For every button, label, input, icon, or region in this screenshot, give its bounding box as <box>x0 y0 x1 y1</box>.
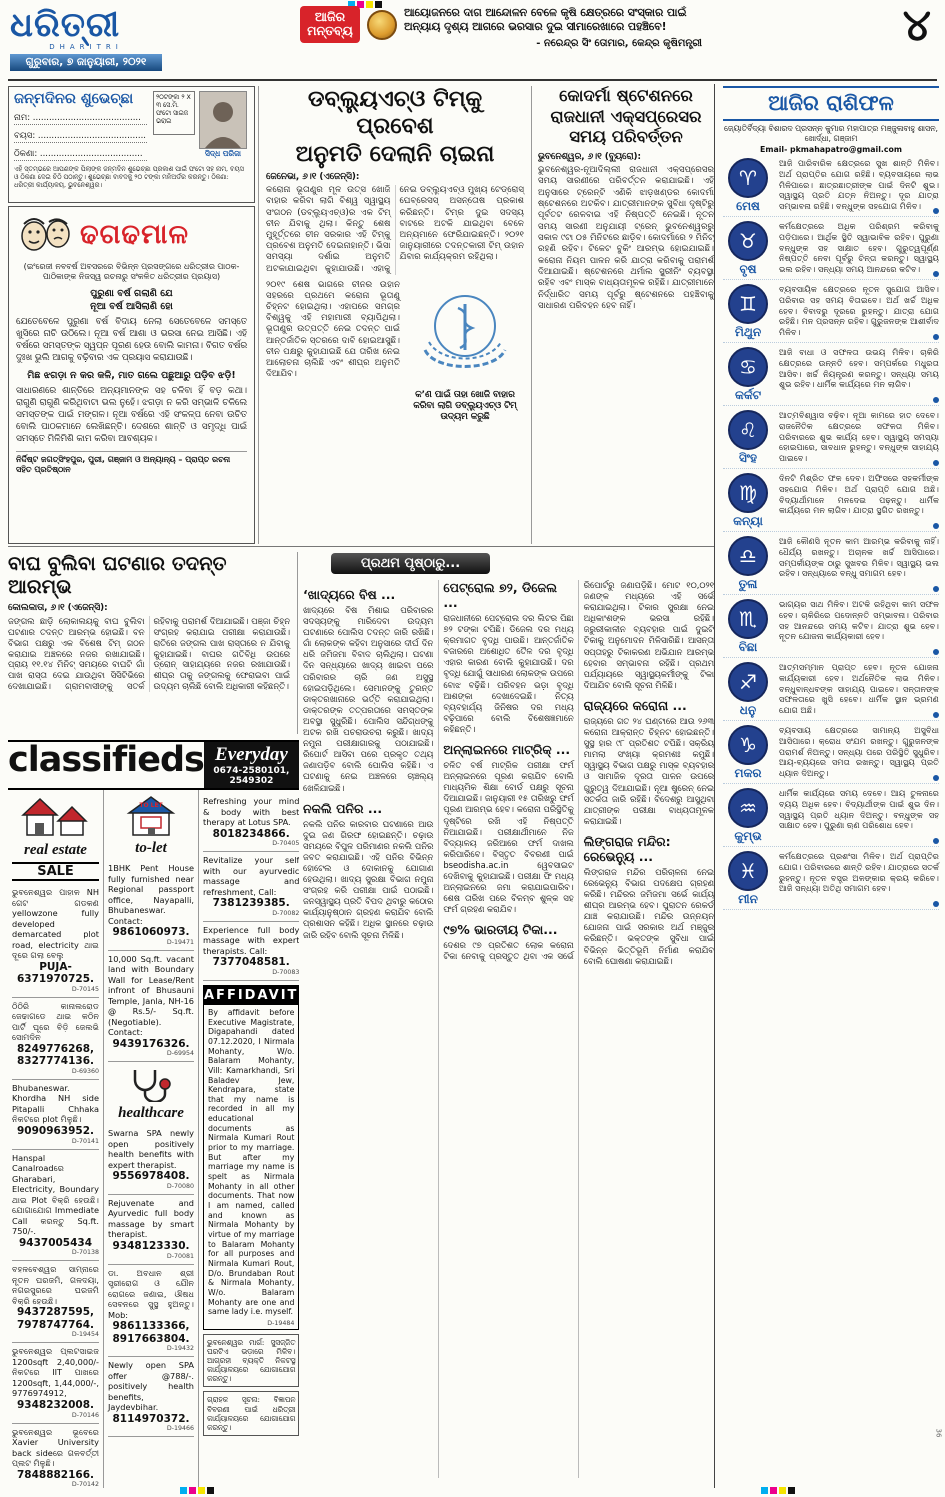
affidavit-notice <box>203 985 299 1330</box>
zodiac-text: ଆତ୍ମବିଶ୍ୱାସ ବଢ଼ିବ। ନୂଆ କାମରେ ହାତ ଦେବେ। ରାଜନୈତିକ କ୍ଷେତ୍ରରେ ସଫଳତା ମିଳିବ। ପରିବାରରେ ଶୁଭ କାର୍ଯ୍ୟ ହେବ। ସ୍ୱାସ୍ଥ୍ୟ ସମସ୍ୟା ହୋଇପାରେ, ସାବଧାନ ରୁହନ୍ତୁ। ବନ୍ଧୁଙ୍କ ସାହାଯ୍ୟ ପାଇବେ। <box>779 410 939 463</box>
classified-ad <box>108 860 194 951</box>
dhagadhamala-intro: (ଇଂରେଜୀ ନବବର୍ଷ ଅବସରରେ ବିଭିନ୍ନ ପ୍ରସଙ୍ଗରେ ଧରିତ୍ରୀର ପାଠକ-ପାଠିକାଙ୍କ ନିଜସ୍ୱ ରଚନାରୁ ସଂକଳିତ ଧରିତ୍ରୀର ପ୍ରୟାସ) <box>23 262 240 282</box>
pisces-icon: ♓ <box>728 851 768 891</box>
continued-body-6: ଲିଙ୍ଗରାଜ ମନ୍ଦିର ପରିଚାଳନା ନେଇ ରେଭେନ୍ୟୁ ବିଭାଗ ପଦକ୍ଷେପ ଗ୍ରହଣ କରିଛି। ମନ୍ଦିରର ଜମିଜମା ସର୍ଭେ କାର୍ଯ୍ୟ ଶୀଘ୍ର ଆରମ୍ଭ ହେବ। ପୁରାତନ ରେକର୍ଡ ଯାଞ୍ଚ କରାଯାଉଛି। ମନ୍ଦିର ଉନ୍ନୟନ ଯୋଜନା ପାଇଁ ସରକାର ଅର୍ଥ ମଞ୍ଜୁର କରିଛନ୍ତି। ଭକ୍ତଙ୍କ ସୁବିଧା ପାଇଁ ବିଭିନ୍ନ ଭିତ୍ତିଭୂମି ନିର୍ମାଣ କରାଯିବ ବୋଲି ଘୋଷଣା କରାଯାଇଛି। <box>583 866 714 966</box>
continued-head-3: ଅନ୍‌ଲାଇନରେ ମାଟ୍ରିକ୍ ... <box>443 742 571 758</box>
ad-phone: 9348123330. <box>112 1239 190 1252</box>
zodiac-text: କର୍ମକ୍ଷେତ୍ରରେ ପ୍ରଶଂସା ମିଳିବ। ଅର୍ଥ ପ୍ରାପ୍ତିର ଯୋଗ। ପରିବାରରେ ଶାନ୍ତି ରହିବ। ଯାତ୍ରାରେ ସତର୍କ ରୁହନ୍ତୁ। ନୂତନ ବସ୍ତ୍ର ଅଳଙ୍କାର କ୍ରୟ କରିବେ। ଆଜି ସନ୍ଧ୍ୟା ଅତିଥି ସମାଗମ ହେବ। <box>779 851 939 894</box>
small-notice-1: ଭୁବନେଶ୍ୱର ମାର୍ଗ: ସୁସଜ୍ଜିତ ଘରଟିଏ ଭଡ଼ାରେ ମିଳିବ। ଆଗ୍ରହୀ ବ୍ୟକ୍ତି ନିକଟସ୍ଥ କାର୍ଯ୍ୟାଳୟରେ ଯୋଗାଯୋଗ କରନ୍ତୁ। <box>203 1334 299 1388</box>
classified-ad <box>203 922 299 981</box>
gemini-icon: ♊ <box>728 284 768 324</box>
who-body-2: ୨୦୧୯ ଶେଷ ଭାଗରେ ଚୀନର ଉହାନ ସହରରେ ପ୍ରଥମେ କରୋନା ଭୂତାଣୁ ଚିହ୍ନଟ ହୋଇଥିଲା। ଏହାପରେ ସମଗ୍ର ବିଶ୍ୱକୁ ଏହି ମହାମାରୀ ବ୍ୟାପିଥିଲା। ଭୂତାଣୁର ଉତ୍ପତ୍ତି ନେଇ ତଦନ୍ତ ପାଇଁ ଆନ୍ତର୍ଜାତିକ ସ୍ତରରେ ଦାବି ହୋଇଆସୁଛି। ଚୀନ ପକ୍ଷରୁ କୁହାଯାଇଛି ଯେ ତାରିଖ ନେଇ ଆଲୋଚନା ଚାଲିଛି ଏବଂ ଶୀଘ୍ର ଅନୁମତି ଦିଆଯିବ। <box>266 279 400 380</box>
birthday-wishes-box <box>8 86 255 203</box>
ad-id: D-70082 <box>272 909 299 917</box>
dhagadhamala-footer: ନିର୍ଦ୍ଦିଷ୍ଟ ଜଗତ୍‌ସିଂହପୁର, ପୁରୀ, ଗଞ୍ଜାମ ଓ ଅନ୍ୟାନ୍ୟ – ପ୍ରାପ୍ତ ରଚନା ସହିତ ପ୍ରତିଷ୍ଠାନ <box>16 451 247 475</box>
continued-head-2: ପେଟ୍ରୋଲ ୭୨, ଡିଜେଲ ... <box>443 580 558 610</box>
ad-text: Refreshing your mind & body with best therapy at Lotus SPA. <box>203 796 299 827</box>
who-headline-line1: ଡବ୍ଲ୍ୟୁଏଚ୍‌ଓ ଟିମ୍‌କୁ ପ୍ରବେଶ <box>307 86 483 140</box>
zodiac-name: ବୃଷ <box>739 262 757 277</box>
ad-text: ଡା. ଅବଧାନ ଶ୍ରୀ ସ୍ତ୍ରୀରୋଗ ଓ ଯୌନ ରୋଗରେ ଜଣାଇ, ଔଷଧ ସେବନରେ ସୁସ୍ଥ ହୁଅନ୍ତୁ। Mob: <box>108 1267 194 1320</box>
ad-id: D-70405 <box>272 840 299 848</box>
ad-phone: 9861060973. <box>112 926 190 938</box>
continued-body-1: ନକଲି ପନିର କାରବାର ଘଟଣାରେ ଆଉ ଦୁଇ ଜଣ ଗିରଫ ହୋଇଛନ୍ତି। ଚଢ଼ାଉ ସମୟରେ ବିପୁଳ ପରିମାଣର ନକଲି ପନିର ଜବତ କରାଯାଇଛି। ଏହି ପନିର ବିଭିନ୍ନ ହୋଟେଲ ଓ ଦୋକାନକୁ ଯୋଗାଣ ହେଉଥିଲା। ଖାଦ୍ୟ ସୁରକ୍ଷା ବିଭାଗ ନମୁନା ସଂଗ୍ରହ କରି ପରୀକ୍ଷା ପାଇଁ ପଠାଇଛି। ଜନସ୍ୱାସ୍ଥ୍ୟ ପ୍ରତି ବିପଦ ଥିବାରୁ କଠୋର କାର୍ଯ୍ୟାନୁଷ୍ଠାନ ଗ୍ରହଣ କରାଯିବ ବୋଲି ପ୍ରଶାସନ କହିଛି। ଅଧିକ ସ୍ଥାନରେ ଚଢ଼ାଉ ଜାରି ରହିବ ବୋଲି ସୂଚନା ମିଳିଛି। <box>303 818 434 940</box>
classified-ad <box>108 1195 194 1265</box>
birthday-instructions: ଏହି ସ୍ତମ୍ଭରେ ଆପଣଙ୍କ ପିଲାଙ୍କ ଜନ୍ମଦିନ ଶୁଭେଚ୍ଛା ପ୍ରକାଶ ପାଇଁ ଫଟୋ ସହ ନାମ, ବୟସ ଓ ଠିକଣା ଦେଇ ଚିଠି ପଠାନ୍ତୁ। ଶୁଭେଚ୍ଛା ବାବଦକୁ ୨୦ ଟଙ୍କା ମନିଅର୍ଡର କରନ୍ତୁ। ଠିକଣା: ଧରିତ୍ରୀ କାର୍ଯ୍ୟାଳୟ, ଭୁବନେଶ୍ୱର। <box>14 165 244 189</box>
ad-id: D-19471 <box>166 938 194 946</box>
zodiac-name: ଧନୁ <box>739 703 757 718</box>
zodiac-item-mesha <box>723 158 939 217</box>
classifieds-contact-block <box>204 742 299 788</box>
zodiac-name: ସିଂହ <box>739 451 757 466</box>
classifieds-section <box>8 740 299 1488</box>
ad-phone: 9090963952. <box>16 1124 95 1137</box>
ad-id: D-70083 <box>272 968 299 976</box>
zodiac-name: ମକର <box>734 766 762 781</box>
ad-text: Revitalize your self with our ayurvedic massage and refreshment, Call: <box>203 855 299 897</box>
birthday-field-address: ଠିକଣା: ...................................... <box>14 149 147 161</box>
ad-id: D-70146 <box>71 1411 99 1419</box>
verse-line-2: ନୂଆ ବର୍ଷ ଆସିଲାଣି ହୋ <box>90 301 173 313</box>
zodiac-item-singha <box>723 410 939 469</box>
birthday-field-name: ନାମ: ........................................ <box>14 113 147 125</box>
ad-text: ବହଳବେଶ୍ୱର ସାମ୍ନାରେ ନୂତନ ଘରଜମି, ଗଳଦୟା, ନଗରସୁରରେ ଘରଜମି ବିକ୍ରି ହେଉଛି। <box>12 1264 99 1306</box>
aquarius-icon: ♒ <box>728 788 768 828</box>
ad-id: D-70142 <box>71 1481 99 1488</box>
registration-marks-bottom-right <box>761 1487 795 1494</box>
verse-line-3: ମିଛ ଝଗଡ଼ା ନ କର କଳି, ମାତ ଗଲେ ପଛୁଆରୁ ପଡ଼ିବ ଝଡ଼ି! <box>27 369 236 381</box>
ad-phone: 7381239385. <box>212 897 290 910</box>
comment-quote: ଆୟୋଜନରେ ଦାଗ ଆନ୍ଦୋଳନ ବେଳେ କୃଷି କ୍ଷେତ୍ରରେ ସଂସ୍କାର ପାଇଁ ଅନ୍ୟାୟ ଦୃଶ୍ୟ ଆଗରେ ଭରସାର ଦୁଇ ସୀମାରେଖାରେ ପହଞ୍ଚିବେ! <box>404 6 687 34</box>
ad-text: 10,000 Sq.ft. vacant land with Boundary Wall for Lease/Rent infront of Bhusauni Temple, Janla, NH-16 @ Rs.5/- Sq.ft. (Negotiable). Contact: <box>108 953 194 1038</box>
kodarma-headline: କୋଦର୍ମା ଷ୍ଟେଶନରେ ରାଜଧାନୀ ଏକ୍ସପ୍ରେସର ସମୟ ପରିବର୍ତ୍ତନ <box>550 86 702 147</box>
who-caption: କ’ଣ ପାଇଁ ତାହା ଖୋଜି ବାହାର କରିବା ଲାଗି ଡବ୍ଲ୍ୟୁଏଚ୍‌ଓ ଟିମ୍ ଉଦ୍ୟମ କରୁଛି <box>413 389 517 422</box>
continued-body-3: ଚଳିତ ବର୍ଷ ମାଟ୍ରିକ ପରୀକ୍ଷା ଫର୍ମ ଅନ୍‌ଲାଇନରେ ପୂରଣ କରାଯିବ ବୋଲି ମାଧ୍ୟମିକ ଶିକ୍ଷା ବୋର୍ଡ ପକ୍ଷରୁ ସୂଚନା ଦିଆଯାଇଛି। ଜାନୁୟାରୀ ୧୫ ତାରିଖରୁ ଫର୍ମ ପୂରଣ ଆରମ୍ଭ ହେବ। କରୋନା ପରିସ୍ଥିତିକୁ ଦୃଷ୍ଟିରେ ରଖି ଏହି ନିଷ୍ପତ୍ତି ନିଆଯାଇଛି। ପରୀକ୍ଷାର୍ଥୀମାନେ ନିଜ ବିଦ୍ୟାଳୟ ଜରିଆରେ ଫର୍ମ ଦାଖଲ କରିପାରିବେ। ବିସ୍ତୃତ ବିବରଣୀ ପାଇଁ bseodisha.ac.in ୱେବସାଇଟ ଦେଖିବାକୁ କୁହାଯାଇଛି। ପରୀକ୍ଷା ଫି ମଧ୍ୟ ଅନ୍‌ଲାଇନରେ ଜମା କରାଯାଇପାରିବ। ଶେଷ ତାରିଖ ପରେ ବିଳମ୍ବ ଶୁଳ୍କ ସହ ଫର୍ମ ଗ୍ରହଣ କରାଯିବ। <box>443 760 574 915</box>
zodiac-name: କର୍କଟ <box>734 388 762 403</box>
tiger-headline: ବାଘ ବୁଲିବା ଘଟଣାର ତଦନ୍ତ ଆରମ୍ଭ <box>8 552 227 599</box>
real-estate-houses-icon <box>19 793 93 839</box>
zodiac-text: ବ୍ୟବସାୟ କ୍ଷେତ୍ରରେ ସାମାନ୍ୟ ଅସୁବିଧା ଆସିପାରେ। କ୍ରୋଧ ସଂଯମ ରଖନ୍ତୁ। ଗୁରୁଜନଙ୍କ ପରାମର୍ଶ ନିଅନ୍ତୁ। ସନ୍ଧ୍ୟା ପରେ ପରିସ୍ଥିତି ସୁଧୁରିବ। ଆୟ-ବ୍ୟୟରେ ସମତା ରଖନ୍ତୁ। ସ୍ୱାସ୍ଥ୍ୟ ପ୍ରତି ଧ୍ୟାନ ଦିଅନ୍ତୁ। <box>779 725 939 778</box>
ad-id: D-19432 <box>166 1345 194 1353</box>
birthday-field-age: ବୟସ: ........................................ <box>14 131 146 141</box>
ad-text: Hanspal Canalroadରେ Gharabari, Electricity, Boundary ଥାଇ Plot ବିକ୍ରି ହେଉଛି। ଯୋଗାଯୋଗ Immediate Call କରନ୍ତୁ Sq.ft. 750/-. <box>12 1152 99 1237</box>
dhagadhamala-box <box>8 206 255 544</box>
ad-id: D-70138 <box>71 1249 99 1257</box>
who-body-1: କରୋନା ଭୂତାଣୁର ମୂଳ ଉତ୍ସ ଖୋଜି ବାହାର କରିବା ଲାଗି ବିଶ୍ୱ ସ୍ୱାସ୍ଥ୍ୟ ସଂଗଠନ (ଡବ୍ଲ୍ୟୁଏଚ୍‌ଓ)ର ଏକ ଟିମ୍ ଚୀନ ଯିବାକୁ ଥିଲା। କିନ୍ତୁ ଶେଷ ମୁହୂର୍ତ୍ତରେ ଚୀନ ସରକାର ଏହି ଟିମ୍‌କୁ ପ୍ରବେଶ ଅନୁମତି ଦେଇନାହାନ୍ତି। ଭିସା ସମସ୍ୟା ଦର୍ଶାଇ ଅନୁମତି ଅଟକାଯାଇଥିବା କୁହାଯାଉଛି। ଏହାକୁ ନେଇ ଡବ୍ଲ୍ୟୁଏଚ୍‌ଓ ମୁଖ୍ୟ ଟେଡ୍ରୋସ୍ ଘେବ୍ରେସସ୍ ଅସନ୍ତୋଷ ପ୍ରକାଶ କରିଛନ୍ତି। ଟିମ୍‌ର ଦୁଇ ସଦସ୍ୟ ବାଟରେ ଅଟକି ଯାଇଥିବା ବେଳେ ଅନ୍ୟମାନେ ଫେରିଯାଇଛନ୍ତି। ୨୦୨୧ ଜାନୁୟାରୀରେ ତଦନ୍ତକାରୀ ଟିମ୍ ଉହାନ ଯିବାର କାର୍ଯ୍ୟକ୍ରମ ରହିଥିଲା। <box>266 185 524 274</box>
emblem-icon <box>367 10 397 40</box>
healthcare-label: healthcare <box>118 1105 184 1122</box>
continued-body-2: ରାଜଧାନୀରେ ପେଟ୍ରୋଲ ଦର ଲିଟର ପିଛା ୭୨ ଟଙ୍କା ଟପିଛି। ଡିଜେଲ ଦର ମଧ୍ୟ କ୍ରମାଗତ ବୃଦ୍ଧି ପାଉଛି। ଆନ୍ତର୍ଜାତିକ ବଜାରରେ ଅଶୋଧିତ ତୈଳ ଦର ବୃଦ୍ଧି ଏହାର କାରଣ ବୋଲି କୁହାଯାଉଛି। ଦର ବୃଦ୍ଧି ଯୋଗୁଁ ସାଧାରଣ ଲୋକଙ୍କ ଉପରେ ବୋଝ ବଢ଼ିଛି। ପରିବହନ ଭଡ଼ା ବୃଦ୍ଧି ଆଶଙ୍କା ଦେଖାଦେଇଛି। ନିତ୍ୟ ବ୍ୟବହାର୍ଯ୍ୟ ଜିନିଷର ଦର ମଧ୍ୟ ବଢ଼ିପାରେ ବୋଲି ବିଶେଷଜ୍ଞମାନେ କହିଛନ୍ତି। <box>443 613 574 734</box>
continued-body-0: ଖାଦ୍ୟରେ ବିଷ ମିଶାଇ ପରିବାରର ସଦସ୍ୟଙ୍କୁ ମାରିଦେବା ଉଦ୍ୟମ ଘଟଣାରେ ପୋଲିସ ତଦନ୍ତ ଜାରି ରଖିଛି। ଗାଁ ଲୋକଙ୍କ କହିବା ଅନୁସାରେ ଦୀର୍ଘ ଦିନ ଧରି ଜମିଜମା ବିବାଦ ଚାଲିଥିଲା। ଘଟଣା ଦିନ ସନ୍ଧ୍ୟାରେ ଖାଦ୍ୟ ଖାଇବା ପରେ ପରିବାରର ଚାରି ଜଣ ଅସୁସ୍ଥ ହୋଇପଡ଼ିଥିଲେ। ସେମାନଙ୍କୁ ତୁରନ୍ତ ଡାକ୍ତରଖାନାରେ ଭର୍ତ୍ତି କରାଯାଇଥିଲା। ଡାକ୍ତରଙ୍କ ତତ୍ପରତାରେ ସମସ୍ତଙ୍କ ଅବସ୍ଥା ସୁଧୁରିଛି। ପୋଲିସ ସନ୍ଦିଗ୍ଧଙ୍କୁ ଅଟକ ରଖି ପଚରାଉଚରା କରୁଛି। ଖାଦ୍ୟ ନମୁନା ପରୀକ୍ଷାଗାରକୁ ପଠାଯାଇଛି। ରିପୋର୍ଟ ଆସିବା ପରେ ପ୍ରକୃତ ତଥ୍ୟ ଜଣାପଡ଼ିବ ବୋଲି ପୋଲିସ କହିଛି। ଏ ଘଟଣାକୁ ନେଇ ଅଞ୍ଚଳରେ ଚାଞ୍ଚଲ୍ୟ ଖେଳିଯାଇଛି। <box>303 605 434 793</box>
sale-heading: SALE <box>12 862 99 881</box>
ad-phone: 7848882166. <box>16 1468 95 1481</box>
ad-id: D-70080 <box>166 1182 194 1190</box>
continued-banner: ପ୍ରଥମ ପୃଷ୍ଠାରୁ... <box>331 553 490 574</box>
zodiac-item-meena <box>723 851 939 910</box>
tiger-dateline: କୋଲକାତା, ୬।୧ (ଏଜେନ୍ସି): <box>8 602 108 613</box>
leo-icon: ♌ <box>728 410 768 450</box>
paper-title: ଧରିତ୍ରୀ <box>10 5 121 45</box>
zodiac-name: ମୀନ <box>738 892 758 907</box>
ad-id: D-70145 <box>71 985 99 993</box>
zodiac-item-kanya <box>723 473 939 532</box>
ad-id: D-19466 <box>166 1425 194 1433</box>
continued-head-1: ନକଲି ପନିର ... <box>303 800 383 816</box>
classifieds-everyday: Everyday <box>215 744 288 765</box>
stethoscope-icon <box>125 1066 177 1102</box>
taurus-icon: ♉ <box>728 221 768 261</box>
scorpio-icon: ♏ <box>728 599 768 639</box>
kodarma-dateline: ଭୁବନେଶ୍ୱର, ୬।୧ (ବ୍ୟୁରୋ): <box>538 151 641 162</box>
classifieds-col-realestate <box>8 790 103 1488</box>
continued-body-4: ଦେଶର ୯୭ ପ୍ରତିଶତ ଲୋକ କରୋନା ଟିକା ନେବାକୁ ପ୍ରସ୍ତୁତ ଥିବା ଏକ ସର୍ଭେ ରିପୋର୍ଟରୁ ଜଣାପଡ଼ିଛି। ମୋଟ ୧୦,୦୨୧ ଜଣଙ୍କ ମଧ୍ୟରେ ଏହି ସର୍ଭେ କରାଯାଇଥିଲା। ଟିକାର ସୁରକ୍ଷା ନେଇ ଅଧିକାଂଶଙ୍କ ଭରସା ରହିଛି। ଜରୁରୀକାଳୀନ ବ୍ୟବହାର ପାଇଁ ଦୁଇଟି ଟିକାକୁ ଅନୁମୋଦନ ମିଳିସାରିଛି। ଆସନ୍ତା ସପ୍ତାହରୁ ଟିକାକରଣ ଅଭିଯାନ ଆରମ୍ଭ ହେବାର ସମ୍ଭାବନା ରହିଛି। ପ୍ରଥମ ପର୍ଯ୍ୟାୟରେ ସ୍ୱାସ୍ଥ୍ୟକର୍ମୀଙ୍କୁ ଟିକା ଦିଆଯିବ ବୋଲି ସୂଚନା ମିଳିଛି। <box>443 580 714 962</box>
horoscope-title: ଆଜିର ରାଶିଫଳ <box>723 86 939 121</box>
ad-phone: 9556978408. <box>112 1170 190 1183</box>
classifieds-title: classifieds <box>8 740 204 780</box>
aries-icon: ♈ <box>728 158 768 198</box>
zodiac-name: କନ୍ୟା <box>733 514 763 529</box>
ad-phone: 9437005434 <box>18 1236 93 1249</box>
classified-ad <box>12 1343 99 1423</box>
affidavit-body: By affidavit before Executive Magistrate, Digapahandi dated 07.12.2020, I Nirmala Mohanty, W/o. Balaram Mohanty, Vill: Kamarkhandi, Sri Baladev Jew, Kendrapara, state that my name is recorded in all my educational documents as Nirmala Kumari Rout prior to my marriage. But after my marriage my name is spelt as Nirmala Mohanty in all other documents. That now I am named, called and known as Nirmala Mohanty by virtue of my marriage to Balaram Mohanty for all purposes and Nirmala Kumari Rout, D/o. Brundaban Rout & Nirmala Mohanty, W/o. Balaram Mohanty are one and same lady i.e. myself. <box>208 1007 295 1317</box>
classified-ad <box>108 1265 194 1358</box>
zodiac-item-tula <box>723 536 939 595</box>
to-let-label: to-let <box>135 840 167 856</box>
classified-ad <box>108 1125 194 1195</box>
who-dateline: ଜେନେଭା, ୬।୧ (ଏଜେନ୍ସି): <box>266 172 360 183</box>
classified-ad <box>12 1424 99 1488</box>
who-article <box>258 86 532 544</box>
zodiac-text: ଭାଗ୍ୟର ସାଥ ମିଳିବ। ଅଟକି ରହିଥିବା କାମ ସଫଳ ହେବ। ଚାକିରିରେ ପଦୋନ୍ନତି ସମ୍ଭାବନା। ପରିବାର ସହ ଆନନ୍ଦରେ ସମୟ କଟିବ। ଯାତ୍ରା ଶୁଭ ହେବ। ନୂତନ ଯୋଜନା କାର୍ଯ୍ୟକାରୀ ହେବ। <box>779 599 939 642</box>
section-divider <box>8 546 714 547</box>
kodarma-body: ଭୁବନେଶ୍ୱର-ନୂଆଦିଲ୍ଲୀ ରାଜଧାନୀ ଏକ୍ସପ୍ରେସର ସମୟ ସାରଣୀରେ ପରିବର୍ତ୍ତନ କରାଯାଇଛି। ଏହି ଅନୁସାରେ ଟ୍ରେନ୍‌ଟି ଏଣିକି ଝାଡ଼ଖଣ୍ଡର କୋଦର୍ମା ଷ୍ଟେଶନରେ ଅଟକିବ। ଯାତ୍ରୀମାନଙ୍କ ସୁବିଧା ଦୃଷ୍ଟିରୁ ପୂର୍ବତଟ ରେଳବାଇ ଏହି ନିଷ୍ପତ୍ତି ନେଇଛି। ନୂତନ ସମୟ ସାରଣୀ ଅନୁଯାୟୀ ଟ୍ରେନ୍ ଭୁବନେଶ୍ୱରରୁ ସକାଳ ୯ଟା ୦୫ ମିନିଟରେ ଛାଡ଼ିବ। କୋଦର୍ମାରେ ୨ ମିନିଟ୍ ରହଣି ରହିବ। ଟିକେଟ ବୁକିଂ ଆରମ୍ଭ ହୋଇଯାଇଛି। କରୋନା ନିୟମ ପାଳନ କରି ଯାତ୍ରା କରିବାକୁ ପରାମର୍ଶ ଦିଆଯାଇଛି। ଷ୍ଟେଶନରେ ଥର୍ମାଲ ସ୍କ୍ରୀନିଂ ବ୍ୟବସ୍ଥା ରହିବ ଏବଂ ମାସ୍କ ବାଧ୍ୟତାମୂଳକ ରହିଛି। ଯାତ୍ରୀମାନେ ନିର୍ଦ୍ଧାରିତ ସମୟ ପୂର୍ବରୁ ଷ୍ଟେଶନରେ ପହଞ୍ଚିବାକୁ ସାଧାରଣ ପରିବହନ ହେବ ନାହିଁ। <box>538 164 714 311</box>
zodiac-name: ମିଥୁନ <box>734 325 762 340</box>
todays-comment-box <box>300 6 702 49</box>
who-headline-line2: ଅନୁମତି ଦେଲାନି ଚାଇନା <box>295 140 495 167</box>
continued-head-6: ଲିଙ୍ଗରାଜ ମନ୍ଦିର: ରେଭେନ୍ୟୁ ... <box>583 833 671 864</box>
ad-text: ଠିଠିରି କାନାଲରୋଡ ଜେଢାଗଡେ ଥାଇ କଠିନ ପାର୍ଟି ଘୂରେ ବିଡ଼ି ଜେଲଭି ସୋମଦିନ <box>12 1000 99 1043</box>
cancer-icon: ♋ <box>728 347 768 387</box>
who-emblem-icon <box>413 280 517 384</box>
continued-head-4: ୯୭% ଭାରତୀୟ ଟିକା... <box>443 922 558 938</box>
dhagadhamala-para-2: ସାଧାରଣରେ ଶାନ୍ତିରେ ଅନ୍ୟମାନଙ୍କ ସହ ଚଳିବା ହିଁ ବଡ଼ କଥା। ରାଗୁଣି ରାଗୁଣି କରିଥିବାଟା ଭଲ ନୁହେଁ। ଝଗଡ଼ା ନ କରି ସମ୍ଭାଳି ଚଳିଲେ ସମସ୍ତଙ୍କ ପାଇଁ ମଙ୍ଗଳ। ନୂଆ ବର୍ଷରେ ଏହି ସଂକଳ୍ପ ନେବା ଉଚିତ ବୋଲି ପାଠକମାନେ ଲେଖିଛନ୍ତି। ଦେଶରେ ଶାନ୍ତି ଓ ସମୃଦ୍ଧି ପାଇଁ ସମସ୍ତେ ମିଳିମିଶି କାମ କରିବା ଆବଶ୍ୟକ। <box>16 386 247 444</box>
ad-text: Newly open SPA offer @788/-. positively health benefits, Jaydevbihar. <box>108 1360 194 1413</box>
classifieds-phones: 0674-2580101, 2549302 <box>213 766 290 786</box>
continued-head-0: ‘ଖାଦ୍ୟରେ ବିଷ ... <box>303 587 396 602</box>
zodiac-item-dhanu <box>723 662 939 721</box>
ad-phone: PUJA-6371970725. <box>16 960 95 986</box>
ad-phone: 7377048581. <box>212 956 290 969</box>
birthday-price-note: ୨୦ଟଙ୍କା ୨ X ୩ ସେ.ମି. ଫଟୋ ସାଇଜ ଭରାଇ <box>153 91 195 135</box>
zodiac-name: ବିଛା <box>738 640 758 655</box>
zodiac-text: ଆଜି ବାଧା ଓ ସଫଳତା ଉଭୟ ମିଳିବ। ଚାକିରି କ୍ଷେତ୍ରରେ ଉନ୍ନତି ହେବ। ସମ୍ପର୍କରେ ମଧୁରତା ଆସିବ। ଖର୍ଚ୍ଚ ନିୟନ୍ତ୍ରଣ କରନ୍ତୁ। ସନ୍ଧ୍ୟା ସମୟ ଶୁଭ ରହିବ। ଧାର୍ମିକ କାର୍ଯ୍ୟରେ ମନ ଲାଗିବ। <box>779 347 939 390</box>
ad-phone: 8114970372. <box>112 1412 190 1425</box>
zodiac-item-brusha <box>723 221 939 280</box>
zodiac-text: ଧାର୍ମିକ କାର୍ଯ୍ୟରେ ସମୟ ଦେବେ। ଆୟ ତୁଳନାରେ ବ୍ୟୟ ଅଧିକ ହେବ। ବିଦ୍ୟାର୍ଥୀଙ୍କ ପାଇଁ ଶୁଭ ଦିନ। ସ୍ୱାସ୍ଥ୍ୟ ପ୍ରତି ଧ୍ୟାନ ଦିଅନ୍ତୁ। ବନ୍ଧୁଙ୍କ ସହ ସାକ୍ଷାତ ହେବ। ପୁରୁଣା ଋଣ ପରିଶୋଧ ହେବ। <box>779 788 939 831</box>
classified-ad <box>203 852 299 922</box>
ad-phone: 9437287595, 7978747764. <box>16 1306 95 1331</box>
zodiac-text: ଦିନଟି ମିଶ୍ରିତ ଫଳ ଦେବ। ଅଫିସରେ ସହକର୍ମୀଙ୍କ ସହଯୋଗ ମିଳିବ। ଅର୍ଥ ପ୍ରାପ୍ତି ଯୋଗ ଅଛି। ବିଦ୍ୟାର୍ଥୀମାନେ ମନଦେଇ ପଢ଼ନ୍ତୁ। ଧାର୍ମିକ କାର୍ଯ୍ୟରେ ମନ ଲାଗିବ। ଯାତ୍ରା ସ୍ଥଗିତ ରଖନ୍ତୁ। <box>779 473 939 516</box>
ad-phone: 9861133366, 8917663804. <box>112 1320 190 1345</box>
zodiac-text: ଆଜି କୌଣସି ନୂତନ କାମ ଆରମ୍ଭ କରିବାକୁ ନାହିଁ। ଧୈର୍ଯ୍ୟ ରଖନ୍ତୁ। ଅଚାନକ ଖର୍ଚ୍ଚ ଆସିପାରେ। ସମ୍ପର୍କୀୟଙ୍କ ଠାରୁ ସୁଖବର ମିଳିବ। ସ୍ୱାସ୍ଥ୍ୟ ଭଲ ରହିବ। ସନ୍ଧ୍ୟାରେ ବନ୍ଧୁ ସମାଗମ ହେବ। <box>779 536 939 579</box>
classifieds-col-tolet-healthcare <box>103 790 198 1488</box>
edition-mark: 36 <box>934 1428 943 1438</box>
continued-body-5: ରାଜ୍ୟରେ ଗତ ୨୪ ଘଣ୍ଟାରେ ଆଉ ୨୬୩ କରୋନା ଆକ୍ରାନ୍ତ ଚିହ୍ନଟ ହୋଇଛନ୍ତି। ସୁସ୍ଥ ହାର ୯୮ ପ୍ରତିଶତ ଟପିଛି। ସକ୍ରିୟ ମାମଲା ସଂଖ୍ୟା କ୍ରମଶଃ କମୁଛି। ସ୍ୱାସ୍ଥ୍ୟ ବିଭାଗ ପକ୍ଷରୁ ମାସ୍କ ବ୍ୟବହାର ଓ ସାମାଜିକ ଦୂରତା ପାଳନ ଉପରେ ଗୁରୁତ୍ୱ ଦିଆଯାଇଛି। ନୂଆ ଷ୍ଟ୍ରେନ୍ ନେଇ ସତର୍କତା ଜାରି ରହିଛି। ବିଦେଶରୁ ଆସୁଥିବା ଯାତ୍ରୀଙ୍କ ପରୀକ୍ଷା ବାଧ୍ୟତାମୂଳକ କରାଯାଇଛି। <box>583 715 714 826</box>
virgo-icon: ♍ <box>728 473 768 513</box>
birthday-photo <box>199 91 247 149</box>
to-let-sign-text: TO LET <box>139 802 163 809</box>
page-number: ୪ <box>902 0 931 51</box>
birthday-title: ଜନ୍ମଦିନର ଶୁଭେଚ୍ଛା <box>14 91 134 107</box>
classified-ad <box>12 1080 99 1150</box>
dhagadhamala-para-1: ଯେତେବେଳେ ପୁରୁଣା ବର୍ଷ ବିଦାୟ ନେଲା ସେତେବେଳେ ସମସ୍ତେ ଖୁସିରେ ନାଚି ଉଠିଲେ। ନୂଆ ବର୍ଷ ଆଶା ଓ ଭରସା ନେଇ ଆସିଛି। ଏହି ବର୍ଷରେ ସମସ୍ତଙ୍କ ସ୍ୱପ୍ନ ପୂରଣ ହେଉ ବୋଲି କାମନା। ବିଗତ ବର୍ଷର ଦୁଃଖ ଭୁଲି ଆଗକୁ ବଢ଼ିବାର ଏକ ପ୍ରୟାସ କରାଯାଉଛି। <box>16 317 247 363</box>
date-line: ଗୁରୁବାର, ୭ ଜାନୁୟାରୀ, ୨୦୨୧ <box>10 54 162 71</box>
verse-line-1: ପୁରୁଣା ବର୍ଷ ଗଲାଣି ଯେ <box>90 287 173 299</box>
ad-text: Bhubaneswar. Khordha NH side Pitapalli Chhaka ନିକଟରେ plot ମିଳୁଛି। <box>12 1082 99 1125</box>
sagittarius-icon: ♐ <box>728 662 768 702</box>
capricorn-icon: ♑ <box>728 725 768 765</box>
classified-ad <box>203 793 299 852</box>
ad-phone: 9348232008. <box>16 1398 95 1411</box>
classified-ad <box>108 951 194 1063</box>
cartoon-faces-icon <box>16 212 74 258</box>
comment-logo <box>300 6 360 43</box>
ad-phone: 8018234866. <box>212 827 290 840</box>
registration-marks-bottom-left <box>180 1487 214 1494</box>
person-photo-icon <box>200 92 246 148</box>
zodiac-name: ମେଷ <box>736 199 760 214</box>
ad-text: ଭୁବନେଶ୍ୱର ପାହାଳ NH ଗେଟ ଗଡକଣ yellowzone fully developed demarcated plot road, electricity ଥାଇ ଦୂରେ ଗଲା ବେଲୁ <box>12 887 99 960</box>
ad-phone: 8249776268, 8327774136. <box>16 1042 95 1068</box>
continued-head-5: ରାଜ୍ୟରେ କରୋନା ... <box>583 697 687 713</box>
zodiac-text: ବ୍ୟବସାୟିକ କ୍ଷେତ୍ରରେ ନୂତନ ସୁଯୋଗ ଆସିବ। ପରିବାର ସହ ସମୟ ବିତାଇବେ। ଅର୍ଥ ଖର୍ଚ୍ଚ ଅଧିକ ହେବ। ବିବାଦରୁ ଦୂରରେ ରୁହନ୍ତୁ। ଯାତ୍ରା ଯୋଗ ରହିଛି। ମନ ପ୍ରସନ୍ନ ରହିବ। ଗୁରୁଜନଙ୍କ ଆଶୀର୍ବାଦ ମିଳିବ। <box>779 284 939 337</box>
kodarma-article <box>538 86 714 544</box>
zodiac-text: କର୍ମକ୍ଷେତ୍ରରେ ଅଧିକ ପରିଶ୍ରମ କରିବାକୁ ପଡ଼ିପାରେ। ଆର୍ଥିକ ସ୍ଥିତି ସ୍ୱାଭାବିକ ରହିବ। ପୁରୁଣା ବନ୍ଧୁଙ୍କ ସହ ସାକ୍ଷାତ ହେବ। ଗୁରୁତ୍ୱପୂର୍ଣ୍ଣ ନିଷ୍ପତ୍ତି ନେବା ପୂର୍ବରୁ ଚିନ୍ତା କରନ୍ତୁ। ସ୍ୱାସ୍ଥ୍ୟ ଭଲ ରହିବ। ସନ୍ଧ୍ୟା ସମୟ ଆନନ୍ଦରେ କଟିବ। <box>779 221 939 274</box>
paper-title-english: DHARITRI <box>49 43 123 51</box>
ad-id: D-70081 <box>166 1252 194 1260</box>
ad-id: D-19454 <box>71 1331 99 1339</box>
birthday-photo-caption: ସିଦ୍ଧ ପରିଜା <box>205 149 241 158</box>
ad-text: Rejuvenate and Ayurvedic full body massage by smart therapist. <box>108 1197 194 1240</box>
horoscope-column <box>714 84 942 1488</box>
continued-from-page1-section <box>303 552 714 1488</box>
ad-text: Swarna SPA newly open positively health benefits with expert therapist. <box>108 1128 194 1170</box>
zodiac-name: କୁମ୍ଭ <box>734 829 762 844</box>
ad-text: ଭୁବନେଶ୍ୱର ଭୂବେରେ Xavier University back sideରେ ଗଳବର୍ତ୍ତୀ ପ୍ଲଟ ମିଳୁଛି। <box>12 1426 99 1469</box>
ad-id: D-69954 <box>166 1050 194 1058</box>
zodiac-name: ତୁଳା <box>738 577 758 592</box>
horoscope-astrologer: ଜ୍ୟୋତିର୍ବିଦ୍ୟା ବିଶାରଦ ପ୍ରସନ୍ନ କୁମାର ମହାପାତ୍ର ମଞ୍ଜୁଳାବାହୁ ଶାସନ, ଖୋର୍ଦ୍ଧା, ଗଞ୍ଜାମ <box>724 124 938 144</box>
horoscope-email: Email- pkmahapatro@gmail.com <box>760 145 902 155</box>
classifieds-col-affidavit <box>198 790 299 1488</box>
comment-logo-line2: ମନ୍ତବ୍ୟ <box>307 23 353 39</box>
tiger-body: ଜଙ୍ଗଲ ଛାଡ଼ି ଲୋକାଲୟକୁ ବାଘ ବୁଲିବା ଘଟଣାର ତଦନ୍ତ ଆରମ୍ଭ ହୋଇଛି। ବନ ବିଭାଗ ପକ୍ଷରୁ ଏକ ବିଶେଷ ଟିମ୍ ଗଠନ କରାଯାଇ ଅଞ୍ଚଳରେ ନଜର ରଖାଯାଇଛି। ପ୍ରାୟ ୧୧.୧୪ ମିନିଟ୍ ସମୟରେ ବାଘଟି ଗାଁ ପାଖ ରାସ୍ତା ଦେଇ ଯାଉଥିବା ସିସିଟିଭିରେ ଦେଖାଯାଇଛି। ଗ୍ରାମବାସୀଙ୍କୁ ସତର୍କ ରହିବାକୁ ପରାମର୍ଶ ଦିଆଯାଇଛି। ପଞ୍ଜା ଚିହ୍ନ ସଂଗ୍ରହ କରାଯାଇ ପରୀକ୍ଷା କରାଯାଉଛି। ରାତିରେ ଜଙ୍ଗଲ ପାଖ ରାସ୍ତାରେ ନ ଯିବାକୁ କୁହାଯାଇଛି। ବାଘର ଗତିବିଧି ଉପରେ ଡ୍ରୋନ୍ ସାହାଯ୍ୟରେ ନଜର ରଖାଯାଉଛି। ଶୀଘ୍ର ତାକୁ ଜଙ୍ଗଲକୁ ଫେରାଇବା ପାଇଁ ଉଦ୍ୟମ ଚାଲିଛି ବୋଲି ଅଧିକାରୀ କହିଛନ୍ତି। <box>8 615 290 692</box>
zodiac-item-karkata <box>723 347 939 406</box>
zodiac-item-kumbha <box>723 788 939 847</box>
classified-ad <box>12 1261 99 1343</box>
real-estate-label: real estate <box>24 842 87 858</box>
ad-id: D-69360 <box>71 1067 99 1075</box>
classified-ad <box>12 1150 99 1262</box>
affidavit-id: D-19484 <box>267 1319 295 1327</box>
tiger-article <box>8 552 298 734</box>
zodiac-item-mithuna <box>723 284 939 343</box>
libra-icon: ♎ <box>728 536 768 576</box>
ad-text: ଭୁବନେଶ୍ୱର ପ୍ଲଟସାଇଜ 1200sqft 2,40,000/- ନିକଟରେ IIT ପାଖରେ 1200sqft, 1,44,000/-, 9776974912, <box>12 1346 99 1399</box>
ad-text: 1BHK Pent House fully furnished near Regional passport office, Nayapalli, Bhubaneswar. Contact: <box>108 863 194 926</box>
ad-phone: 9439176326. <box>112 1037 190 1050</box>
zodiac-text: ଆଜି ପାରିବାରିକ କ୍ଷେତ୍ରରେ ସୁଖ ଶାନ୍ତି ମିଳିବ। ଅର୍ଥ ପ୍ରାପ୍ତିର ଯୋଗ ରହିଛି। ବ୍ୟବସାୟରେ ଲାଭ ମିଳିପାରେ। ଛାତ୍ରଛାତ୍ରୀଙ୍କ ପାଇଁ ଦିନଟି ଶୁଭ। ସ୍ୱାସ୍ଥ୍ୟ ପ୍ରତି ଯତ୍ନ ନିଅନ୍ତୁ। ଦୂର ଯାତ୍ରା ସମ୍ଭାବନା ରହିଛି। ବନ୍ଧୁଙ୍କ ସହଯୋଗ ମିଳିବ। <box>779 158 939 211</box>
header-rule <box>8 79 937 81</box>
classified-ad <box>12 998 99 1080</box>
zodiac-text: ଆତ୍ମସମ୍ମାନ ପ୍ରାପ୍ତ ହେବ। ନୂତନ ଯୋଜନା କାର୍ଯ୍ୟକାରୀ ହେବ। ଅର୍ଥନୈତିକ ଲାଭ ମିଳିବ। ବନ୍ଧୁବାନ୍ଧବଙ୍କ ସାହାଯ୍ୟ ପାଇବେ। ସନ୍ତାନଙ୍କ ସଫଳତାରେ ଖୁସି ହେବେ। ଧାର୍ମିକ ସ୍ଥାନ ଭ୍ରମଣ ଯୋଗ ଅଛି। <box>779 662 939 715</box>
ad-id: D-70141 <box>71 1137 99 1145</box>
to-let-house-icon <box>121 793 181 837</box>
comment-logo-line1: ଆଜିର <box>314 9 346 24</box>
affidavit-title: AFFIDAVIT <box>204 987 299 1003</box>
classified-ad <box>12 884 99 998</box>
comment-attribution: - ନରେନ୍ଦ୍ର ସିଂ ତୋମାର, କେନ୍ଦ୍ର କୃଷିମନ୍ତ୍ରୀ <box>536 37 702 49</box>
dhagadhamala-title: ଢଗଢମାଳ <box>80 219 189 250</box>
small-notice-2: ଗ୍ରାହକ ସୂଚନା: ବିଜ୍ଞାପନ ବିବରଣୀ ପାଇଁ ଧରିତ୍ରୀ କାର୍ଯ୍ୟାଳୟରେ ଯୋଗାଯୋଗ କରନ୍ତୁ। <box>203 1391 299 1435</box>
zodiac-item-bichha <box>723 599 939 658</box>
classified-ad <box>108 1357 194 1437</box>
masthead <box>10 5 162 71</box>
zodiac-item-makara <box>723 725 939 784</box>
ad-text: Experience full body massage with expert therapists. Call: <box>203 924 299 956</box>
